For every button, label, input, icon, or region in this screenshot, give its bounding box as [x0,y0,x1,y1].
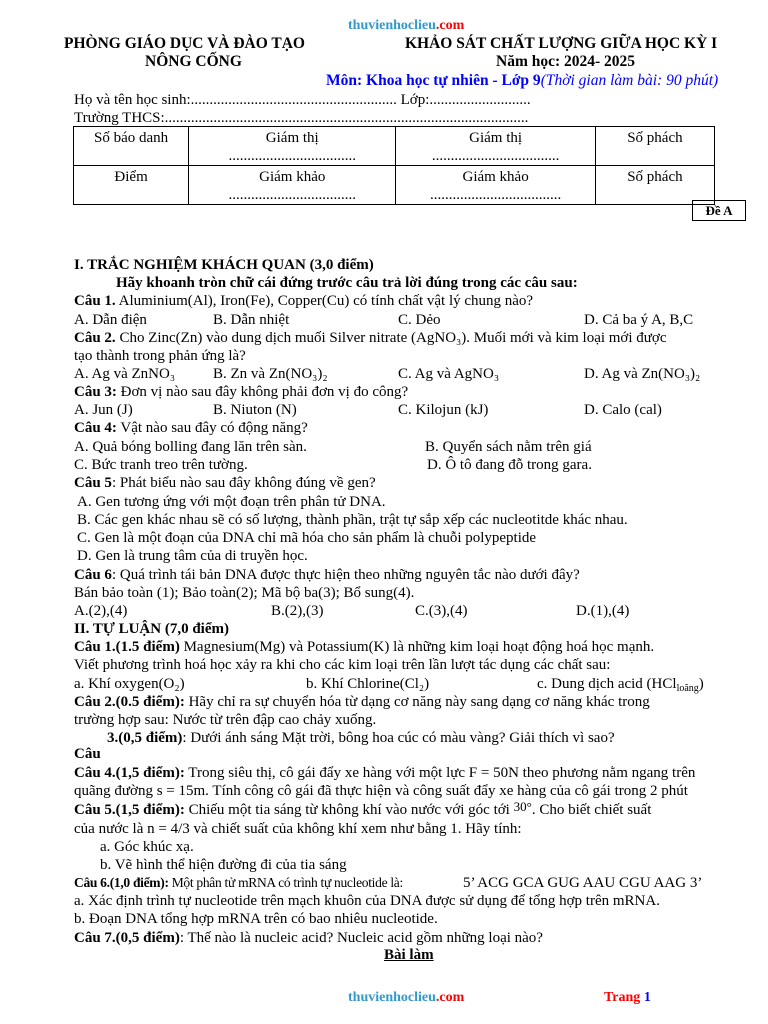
section1-title: I. TRẮC NGHIỆM KHÁCH QUAN (3,0 điểm) [74,257,374,273]
subject: Môn: Khoa học tự nhiên - Lớp 9 [326,72,541,89]
q1-option-b[interactable]: B. Dẫn nhiệt [213,312,290,328]
angle-value: 30° [513,799,532,814]
e1-option-a: a. Khí oxygen(O₂) [74,676,185,692]
q6-option-a[interactable]: A.(2),(4) [74,603,128,619]
cell-giam-khao-2: Giám khảo ................................... [396,166,595,205]
e3-cau: Câu [74,746,101,762]
dept-line1: PHÒNG GIÁO DỤC VÀ ĐÀO TẠO [64,35,305,52]
q3-option-b[interactable]: B. Niuton (N) [213,402,297,418]
e2-stem-cont: trường hợp sau: Nước từ trên đập cao chảy xuống. [74,712,377,728]
q3-option-c[interactable]: C. Kilojun (kJ) [398,402,489,418]
school-year: Năm học: 2024- 2025 [496,53,636,70]
e1-stem: Câu 1.(1.5 điểm) Magnesium(Mg) và Potassium(K) là những kim loại hoạt động hoá học mạnh. [74,639,655,655]
subject-line [326,72,718,90]
page-number: Trang 1 [604,990,651,1005]
bai-lam-heading: Bài làm [384,947,434,963]
e4-stem-cont: quãng đường s = 15m. Tính công cô gái đã thực hiện và công suất đẩy xe hàng của cô gái trong 2 phút [74,783,688,799]
cell-giam-thi-2: Giám thị .................................. [396,127,595,166]
q3-stem: Câu 3: Đơn vị nào sau đây không phải đơn vị đo công? [74,384,409,400]
q5-option-d[interactable]: D. Gen là trung tâm của di truyền học. [77,548,308,564]
q3-option-d[interactable]: D. Calo (cal) [584,402,662,418]
q4-option-c[interactable]: C. Bức tranh treo trên tường. [74,457,248,473]
student-name-line[interactable]: Họ và tên học sinh:....................................................... Lớp:........................... [74,92,531,108]
q2-option-b[interactable]: B. Zn và Zn(NO₃)₂ [213,366,328,382]
q3-option-a[interactable]: A. Jun (J) [74,402,133,418]
exam-title: KHẢO SÁT CHẤT LƯỢNG GIỮA HỌC KỲ I [405,35,718,52]
watermark-domain: .com [435,18,465,33]
q2-stem: Câu 2. Cho Zinc(Zn) vào dung dịch muối Silver nitrate (AgNO₃). Muối mới và kim loại mới được [74,330,667,346]
watermark-top [348,18,464,34]
cell-so-phach-2: Số phách [595,166,714,205]
q6-principles: Bán bảo toàn (1); Bảo toàn(2); Mã bộ ba(3); Bổ sung(4). [74,585,415,601]
q4-option-d[interactable]: D. Ô tô đang đỗ trong gara. [427,457,592,473]
e5-option-b: b. Vẽ hình thể hiện đường đi của tia sáng [100,857,347,873]
e5-option-a: a. Góc khúc xạ. [100,839,194,855]
q1-stem: Câu 1. Aluminium(Al), Iron(Fe), Copper(Cu) có tính chất vật lý chung nào? [74,293,534,309]
q5-option-c[interactable]: C. Gen là một đoạn của DNA chỉ mã hóa cho sản phẩm là chuỗi polypeptide [77,530,537,546]
e5-stem: Câu 5.(1,5 điểm): Chiếu một tia sáng từ không khí vào nước với góc tới 30°. Cho biết chiết suất [74,799,652,818]
q1-option-a[interactable]: A. Dẫn điện [74,312,147,328]
q5-option-a[interactable]: A. Gen tương ứng với một đoạn trên phân tử DNA. [77,494,386,510]
watermark-bottom: thuvienhoclieu.com [348,990,465,1005]
e6-stem: Câu 6.(1,0 điểm): Một phân tử mRNA có trình tự nucleotide là: [74,875,403,890]
q2-option-d[interactable]: D. Ag và Zn(NO₃)₂ [584,366,701,382]
cell-diem: Điểm [74,166,189,205]
e7-stem: Câu 7.(0,5 điểm): Thế nào là nucleic acid? Nucleic acid gồm những loại nào? [74,930,543,946]
q2-option-c[interactable]: C. Ag và AgNO₃ [398,366,500,382]
q6-stem: Câu 6: Quá trình tái bản DNA được thực hiện theo những nguyên tắc nào dưới đây? [74,567,580,583]
e3-stem: 3.(0,5 điểm): Dưới ánh sáng Mặt trời, bông hoa cúc có màu vàng? Giải thích vì sao? [107,730,615,746]
e1-option-c: c. Dung dịch acid (HCl$_{loãng}$) [537,676,704,694]
section2-title: II. TỰ LUẬN (7,0 điểm) [74,621,230,637]
q2-option-a[interactable]: A. Ag và ZnNO₃ [74,366,176,382]
q5-stem: Câu 5: Phát biểu nào sau đây không đúng về gen? [74,475,376,491]
e1-stem-cont: Viết phương trình hoá học xảy ra khi cho các kim loại trên lần lượt tác dụng các chất sau: [74,657,611,673]
e2-stem: Câu 2.(0.5 điểm): Hãy chỉ ra sự chuyển hóa từ dạng cơ năng này sang dạng cơ năng khác trong [74,694,650,710]
q1-option-c[interactable]: C. Dẻo [398,312,441,328]
e1-option-b: b. Khí Chlorine(Cl₂) [306,676,430,692]
cell-so-bao-danh: Số báo danh [74,127,189,166]
q1-option-d[interactable]: D. Cả ba ý A, B,C [584,312,694,328]
info-table [73,126,715,205]
q6-option-c[interactable]: C.(3),(4) [415,603,468,619]
section1-instruction: Hãy khoanh tròn chữ cái đứng trước câu trả lời đúng trong các câu sau: [116,275,578,291]
q5-option-b[interactable]: B. Các gen khác nhau sẽ có số lượng, thành phần, trật tự sắp xếp các nucleotitde khác nhau. [77,512,628,528]
q4-option-a[interactable]: A. Quả bóng bolling đang lăn trên sàn. [74,439,307,455]
cell-giam-thi-1: Giám thị .................................. [189,127,396,166]
cell-so-phach-1: Số phách [595,127,714,166]
e4-stem: Câu 4.(1,5 điểm): Trong siêu thị, cô gái đẩy xe hàng với một lực F = 50N theo phương nằm ngang trên [74,765,696,781]
q6-option-b[interactable]: B.(2),(3) [271,603,324,619]
dept-line2: NÔNG CỐNG [145,53,242,70]
watermark-site: thuvienhoclieu [348,18,436,33]
q4-stem: Câu 4: Vật nào sau đây có động năng? [74,420,308,436]
de-label: Đề A [692,200,746,221]
q4-option-b[interactable]: B. Quyển sách nằm trên giá [425,439,592,455]
e6-option-b: b. Đoạn DNA tổng hợp mRNA trên có bao nhiêu nucleotide. [74,911,438,927]
duration: (Thời gian làm bài: 90 phút) [540,72,719,89]
student-school-line[interactable]: Trường THCS:................................................................................................. [74,110,529,126]
cell-giam-khao-1: Giám khảo .................................. [189,166,396,205]
e6-option-a: a. Xác định trình tự nucleotide trên mạch khuôn của DNA được sử dụng để tổng hợp trên mRNA. [74,893,660,909]
q6-option-d[interactable]: D.(1),(4) [576,603,630,619]
e5-stem-cont: của nước là n = 4/3 và chiết suất của không khí xem như bằng 1. Hãy tính: [74,821,522,837]
e6-sequence: 5’ ACG GCA GUG AAU CGU AAG 3’ [463,875,703,891]
q2-stem-cont: tạo thành trong phản ứng là? [74,348,246,364]
